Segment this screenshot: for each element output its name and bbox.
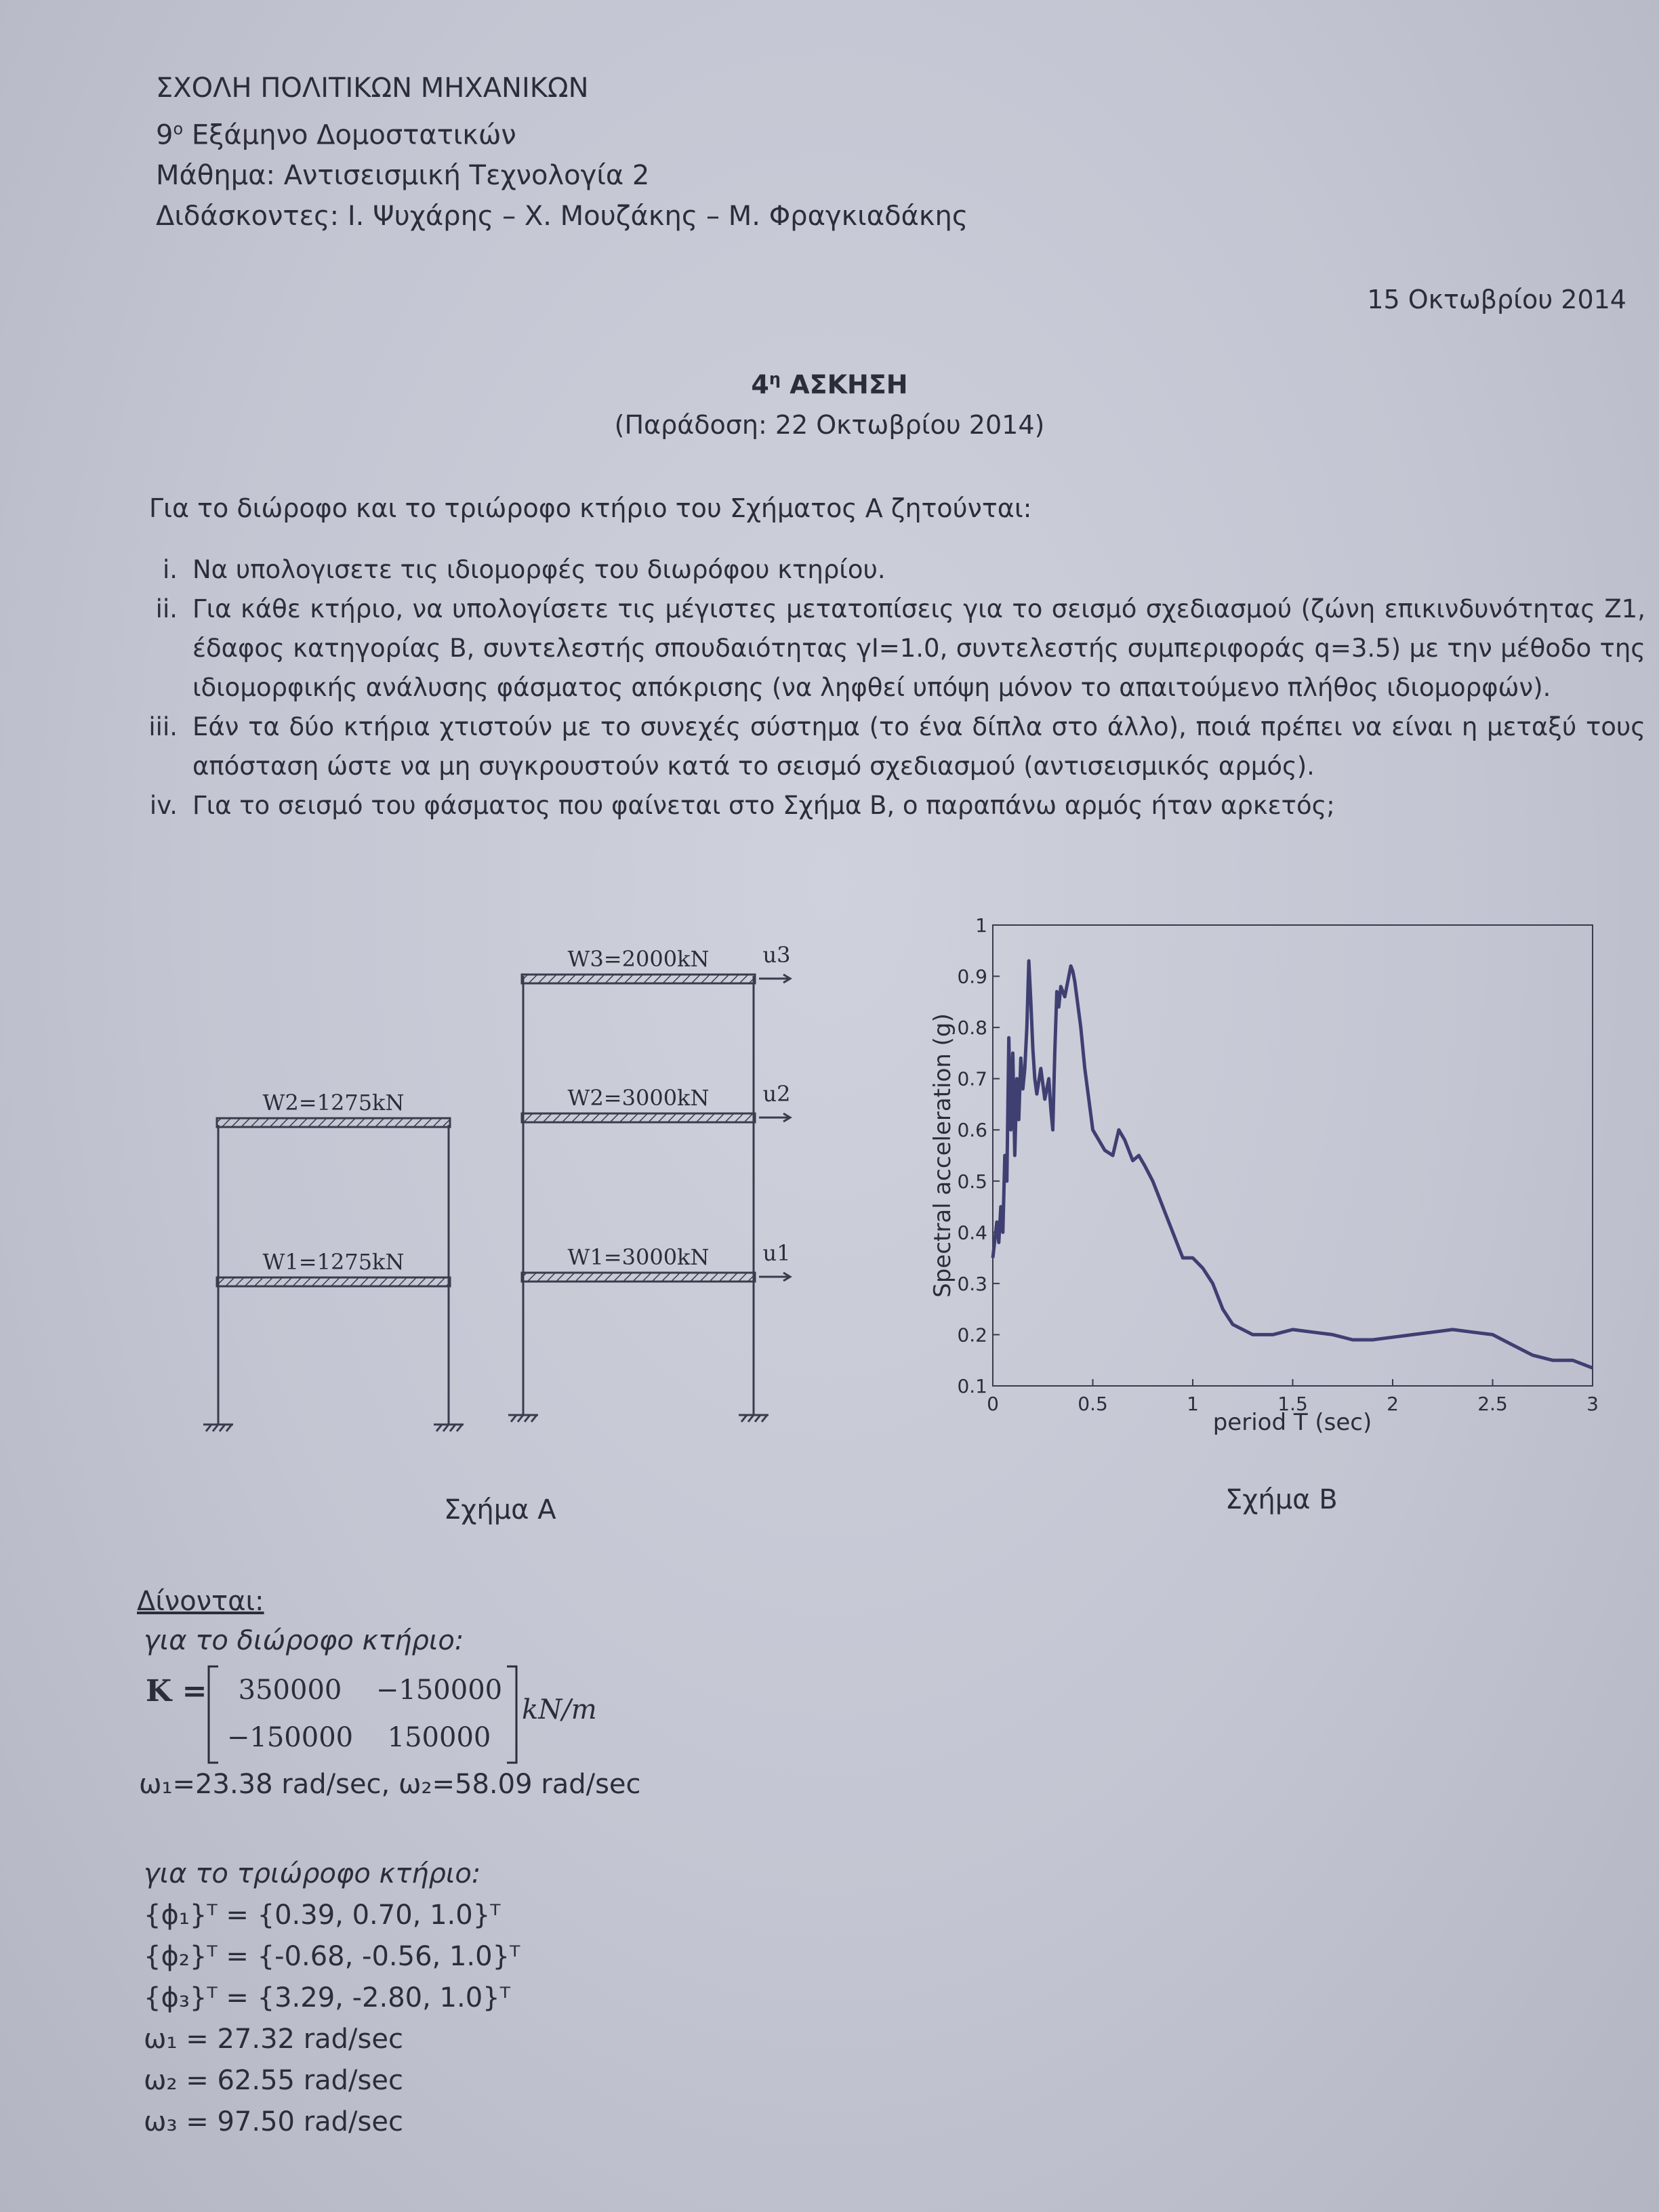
y-tick-label: 1 xyxy=(975,914,987,937)
matrix-cell: 150000 xyxy=(387,1722,491,1753)
instructors: Διδάσκοντες: Ι. Ψυχάρης – Χ. Μουζάκης – Μ. Φραγκιαδάκης xyxy=(156,201,968,232)
task-item xyxy=(136,708,1645,786)
frame3-w1-label: W1=3000kN xyxy=(567,1244,710,1270)
y-tick-label: 0.2 xyxy=(957,1324,987,1347)
task-list xyxy=(136,550,1645,825)
x-tick-label: 0.5 xyxy=(1078,1393,1108,1415)
stiffness-unit: kN/m xyxy=(522,1694,597,1725)
header-block xyxy=(156,68,968,237)
x-tick-label: 2 xyxy=(1387,1393,1399,1415)
u1-label: u1 xyxy=(762,1240,791,1266)
x-axis-label: period T (sec) xyxy=(1212,1409,1372,1436)
task-text: Εάν τα δύο κτήρια χτιστούν με το συνεχές σύστημα (το ένα δίπλα στο άλλο), ποιά πρέπει να είναι η μεταξύ τους απόσταση ώστε να μη συγκρουστούν κατά το σεισμό σχεδιασμού (αντισεισμικός αρμός). xyxy=(192,712,1645,781)
fixed-support-icon xyxy=(434,1425,464,1431)
task-number: ii. xyxy=(155,594,178,623)
deadline: (Παράδοση: 22 Οκτωβρίου 2014) xyxy=(614,410,1045,440)
figure-b-caption: Σχήμα Β xyxy=(1225,1484,1338,1515)
y-tick-label: 0.9 xyxy=(957,965,987,988)
x-tick-label: 1 xyxy=(1187,1393,1199,1415)
omega-2: ω₂ = 62.55 rad/sec xyxy=(144,2065,403,2096)
arrow-right-icon xyxy=(759,1273,790,1281)
y-axis-label: Spectral acceleration (g) xyxy=(929,1013,956,1298)
x-tick-label: 1.5 xyxy=(1277,1393,1308,1415)
three-story-frame xyxy=(508,975,790,1422)
y-tick-label: 0.1 xyxy=(957,1375,987,1397)
right-bracket xyxy=(507,1666,516,1763)
semester-text: Εξάμηνο Δομοστατικών xyxy=(183,119,516,151)
task-number: iii. xyxy=(148,712,178,741)
figure-b-chart xyxy=(922,908,1640,1450)
task-number: i. xyxy=(162,555,178,584)
two-story-label: για το διώροφο κτήριο: xyxy=(144,1625,464,1656)
two-story-frequencies: ω₁=23.38 rad/sec, ω₂=58.09 rad/sec xyxy=(139,1769,641,1800)
stiffness-symbol: K = xyxy=(146,1674,207,1708)
y-tick-label: 0.3 xyxy=(957,1272,987,1295)
task-item xyxy=(136,550,1645,590)
task-text: Για το σεισμό του φάσματος που φαίνεται στο Σχήμα Β, ο παραπάνω αρμός ήταν αρκετός; xyxy=(192,791,1335,820)
title-text: ΑΣΚΗΣΗ xyxy=(780,369,908,400)
arrow-right-icon xyxy=(759,975,790,983)
mode-shape-2: {ϕ₂}ᵀ = {-0.68, -0.56, 1.0}ᵀ xyxy=(144,1941,520,1972)
x-tick-label: 2.5 xyxy=(1477,1393,1508,1415)
task-number: iv. xyxy=(149,791,178,820)
mode-shape-1: {ϕ₁}ᵀ = {0.39, 0.70, 1.0}ᵀ xyxy=(144,1900,501,1931)
figure-a-frames xyxy=(190,928,800,1457)
semester-superscript: ο xyxy=(173,119,184,138)
fixed-support-icon xyxy=(203,1425,233,1431)
spectrum-series-line xyxy=(993,961,1593,1368)
semester xyxy=(156,108,968,155)
y-tick-label: 0.6 xyxy=(957,1119,987,1142)
title-number: 4 xyxy=(751,369,769,400)
figure-a-caption: Σχήμα Α xyxy=(444,1494,556,1525)
intro-text: Για το διώροφο και το τριώροφο κτήριο του Σχήματος Α ζητούνται: xyxy=(149,493,1032,523)
task-text: Να υπολογισετε τις ιδιομορφές του διωρόφου κτηρίου. xyxy=(192,555,886,584)
frame2-w2-label: W2=1275kN xyxy=(262,1090,405,1115)
y-tick-label: 0.7 xyxy=(957,1067,987,1090)
matrix-cell: 350000 xyxy=(238,1675,342,1706)
stiffness-matrix xyxy=(203,1664,522,1765)
omega-3: ω₃ = 97.50 rad/sec xyxy=(144,2106,403,2137)
course-name: Μάθημα: Αντισεισμική Τεχνολογία 2 xyxy=(156,160,650,192)
three-story-label: για το τριώροφο κτήριο: xyxy=(144,1858,481,1889)
y-tick-label: 0.5 xyxy=(957,1170,987,1193)
u2-label: u2 xyxy=(762,1081,791,1107)
omega-1: ω₁ = 27.32 rad/sec xyxy=(144,2024,403,2055)
exercise-title xyxy=(0,369,1659,400)
left-bracket xyxy=(209,1666,218,1763)
x-tick-label: 3 xyxy=(1586,1393,1599,1415)
two-story-frame xyxy=(203,1118,464,1431)
date: 15 Οκτωβρίου 2014 xyxy=(1367,285,1626,314)
semester-number: 9 xyxy=(156,119,173,151)
y-tick-label: 0.8 xyxy=(957,1017,987,1040)
fixed-support-icon xyxy=(508,1415,538,1422)
task-text: Για κάθε κτήριο, να υπολογίσετε τις μέγιστες μετατοπίσεις για το σεισμό σχεδιασμού (ζώνη επικινδυνότητας Ζ1, έδαφος κατηγορίας Β, συντελεστής σπουδαιότητας γI=1.0, συντελεστής συμπεριφοράς q=3.5) με την μέθοδο της ιδιομορφικής ανάλυσης φάσματος απόκρισης (να ληφθεί υπόψη μόνον το απαιτούμενο πλήθος ιδιομορφών). xyxy=(192,594,1645,702)
arrow-right-icon xyxy=(759,1113,790,1122)
matrix-cell: −150000 xyxy=(375,1675,503,1706)
school-name: ΣΧΟΛΗ ΠΟΛΙΤΙΚΩΝ ΜΗΧΑΝΙΚΩΝ xyxy=(156,73,589,104)
x-tick-label: 0 xyxy=(987,1393,999,1415)
title-superscript: η xyxy=(769,369,781,388)
u3-label: u3 xyxy=(762,942,791,968)
matrix-cell: −150000 xyxy=(226,1722,354,1753)
frame3-w2-label: W2=3000kN xyxy=(567,1085,710,1111)
task-item xyxy=(136,590,1645,708)
given-heading: Δίνονται: xyxy=(137,1586,264,1617)
y-tick-label: 0.4 xyxy=(957,1221,987,1244)
task-item xyxy=(136,786,1645,825)
fixed-support-icon xyxy=(739,1415,769,1422)
chart-plot-area xyxy=(993,925,1593,1386)
k-symbol: K xyxy=(146,1674,172,1708)
frame2-w1-label: W1=1275kN xyxy=(262,1249,405,1275)
frame3-w3-label: W3=2000kN xyxy=(567,946,710,972)
mode-shape-3: {ϕ₃}ᵀ = {3.29, -2.80, 1.0}ᵀ xyxy=(144,1982,510,2013)
